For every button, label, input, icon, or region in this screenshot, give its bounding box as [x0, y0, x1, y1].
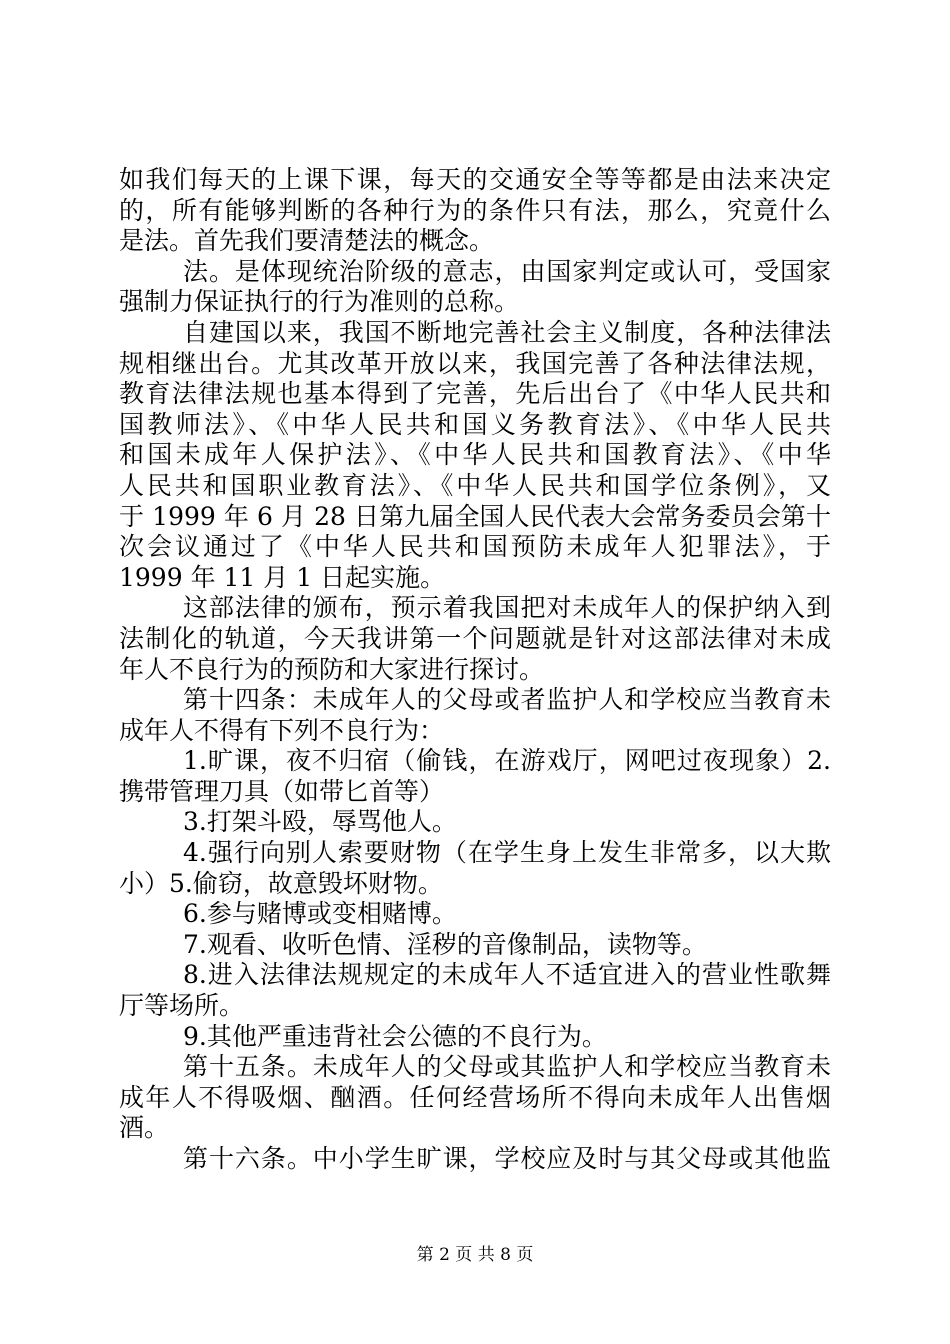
text-line: 的，所有能够判断的各种行为的条件只有法，那么，究竟什么: [119, 195, 831, 225]
text-line: 年人不良行为的预防和大家进行探讨。: [119, 654, 545, 684]
text-line: 自建国以来，我国不断地完善社会主义制度，各种法律法: [183, 317, 831, 347]
text-line: 和国未成年人保护法》、《中华人民共和国教育法》、《中华: [119, 440, 831, 470]
text-line: 厅等场所。: [119, 991, 245, 1021]
text-line: 强制力保证执行的行为准则的总称。: [119, 287, 520, 317]
text-line: 国教师法》、《中华人民共和国义务教育法》、《中华人民共: [119, 409, 831, 439]
text-line: 第十四条：未成年人的父母或者监护人和学校应当教育未: [183, 685, 831, 715]
text-line: 如我们每天的上课下课，每天的交通安全等等都是由法来决定: [119, 165, 831, 194]
text-line: 成年人不得有下列不良行为：: [119, 715, 445, 745]
text-line: 次会议通过了《中华人民共和国预防未成年人犯罪法》，于: [119, 532, 831, 562]
text-line: 9.其他严重违背社会公德的不良行为。: [183, 1021, 607, 1051]
text-line: 教育法律法规也基本得到了完善，先后出台了《中华人民共和: [119, 379, 831, 409]
text-line: 法制化的轨道，今天我讲第一个问题就是针对这部法律对未成: [119, 623, 831, 653]
text-line: 1.旷课，夜不归宿（偷钱，在游戏厅，网吧过夜现象）2.: [183, 746, 831, 776]
text-line: 是法。首先我们要清楚法的概念。: [119, 226, 495, 256]
text-line: 人民共和国职业教育法》、《中华人民共和国学位条例》，又: [119, 470, 831, 500]
text-line: 小）5.偷窃，故意毁坏财物。: [119, 868, 443, 898]
text-line: 法。是体现统治阶级的意志，由国家判定或认可，受国家: [183, 256, 831, 286]
text-line: 于 1999 年 6 月 28 日第九届全国人民代表大会常务委员会第十: [119, 501, 831, 531]
text-line: 第十六条。中小学生旷课，学校应及时与其父母或其他监: [183, 1144, 831, 1173]
text-line: 第十五条。未成年人的父母或其监护人和学校应当教育未: [183, 1052, 831, 1082]
text-line: 3.打架斗殴，辱骂他人。: [183, 807, 457, 837]
text-line: 1999 年 11 月 1 日起实施。: [119, 562, 446, 592]
text-line: 8.进入法律法规规定的未成年人不适宜进入的营业性歌舞: [183, 960, 831, 990]
text-line: 6.参与赌博或变相赌博。: [183, 899, 457, 929]
text-line: 7.观看、收听色情、淫秽的音像制品，读物等。: [183, 929, 707, 959]
text-line: 这部法律的颁布，预示着我国把对未成年人的保护纳入到: [183, 593, 831, 623]
page-number-footer: 第 2 页 共 8 页: [416, 1245, 534, 1265]
text-line: 携带管理刀具（如带匕首等）: [119, 776, 445, 806]
text-line: 4.强行向别人索要财物（在学生身上发生非常多，以大欺: [183, 838, 831, 868]
text-line: 酒。: [119, 1113, 170, 1143]
text-line: 规相继出台。尤其改革开放以来，我国完善了各种法律法规，: [119, 348, 831, 378]
text-line: 成年人不得吸烟、酗酒。任何经营场所不得向未成年人出售烟: [119, 1082, 831, 1112]
document-body: [119, 165, 831, 1175]
